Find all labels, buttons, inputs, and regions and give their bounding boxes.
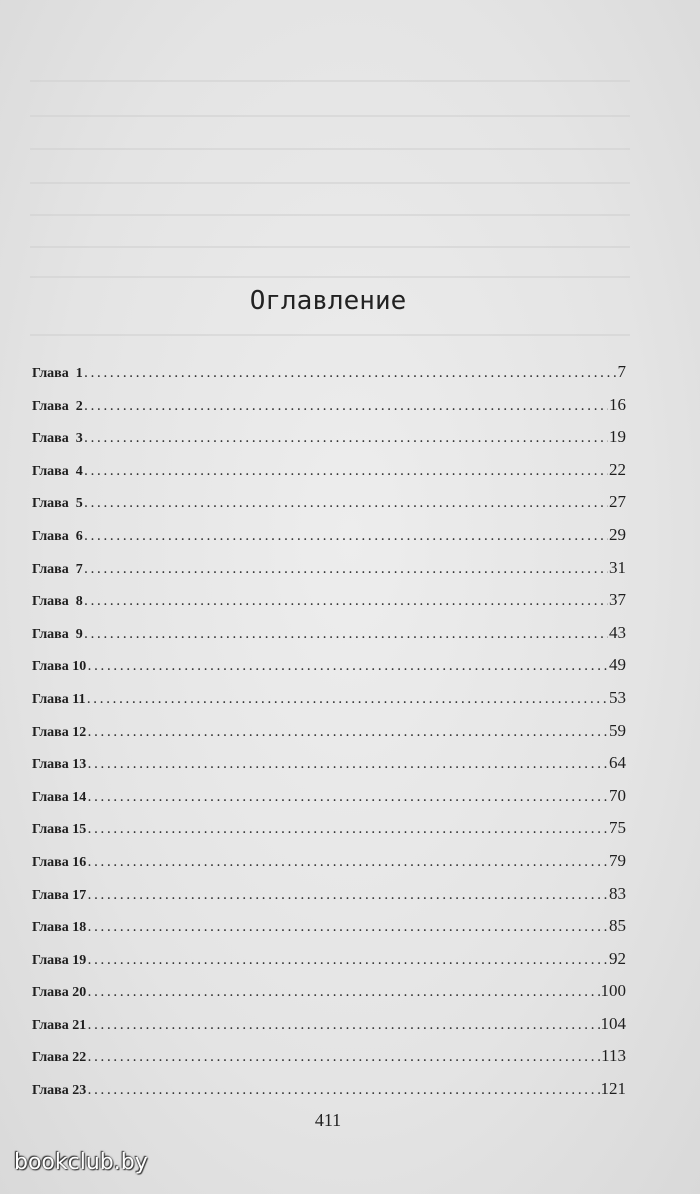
toc-entry <box>32 910 626 943</box>
toc-page-number: 19 <box>609 427 626 447</box>
toc-page-number: 92 <box>609 948 626 968</box>
toc-page-number: 37 <box>609 590 626 610</box>
table-of-contents <box>32 356 626 1106</box>
toc-chapter-label: Глава 7 <box>32 561 83 577</box>
toc-page-number: 100 <box>600 981 626 1001</box>
show-through-line <box>30 214 630 216</box>
toc-chapter-label: Глава 8 <box>32 594 83 610</box>
toc-entry <box>32 975 626 1008</box>
toc-chapter-label: Глава 1 <box>32 366 83 381</box>
toc-entry <box>32 878 626 911</box>
toc-page-number: 31 <box>609 557 626 577</box>
toc-page-number: 79 <box>609 850 626 870</box>
toc-leader-dots <box>84 422 608 455</box>
toc-entry <box>32 421 626 454</box>
toc-leader-dots <box>84 455 608 488</box>
toc-entry <box>32 649 626 682</box>
toc-leader-dots <box>87 781 608 814</box>
toc-entry <box>32 584 626 617</box>
toc-leader-dots <box>86 683 608 716</box>
toc-entry <box>32 617 626 650</box>
toc-leader-dots <box>84 553 608 586</box>
toc-entry <box>32 519 626 552</box>
toc-chapter-label: Глава 13 <box>32 757 87 773</box>
toc-entry <box>32 486 626 519</box>
toc-leader-dots <box>87 976 599 1009</box>
toc-entry <box>32 812 626 845</box>
toc-page-number: 64 <box>609 753 626 773</box>
toc-page-number: 29 <box>609 524 626 544</box>
show-through-line <box>30 115 630 117</box>
toc-entry <box>32 454 626 487</box>
toc-chapter-label: Глава 23 <box>32 1083 87 1099</box>
toc-chapter-label: Глава 22 <box>32 1050 87 1066</box>
toc-page-number: 104 <box>600 1013 626 1033</box>
toc-chapter-label: Глава 10 <box>32 659 87 675</box>
toc-leader-dots <box>87 1074 599 1107</box>
toc-page-number: 113 <box>601 1046 626 1066</box>
toc-chapter-label: Глава 3 <box>32 431 83 447</box>
toc-chapter-label: Глава 12 <box>32 724 87 740</box>
toc-page-number: 16 <box>609 394 626 414</box>
toc-leader-dots <box>84 618 608 651</box>
toc-leader-dots <box>87 911 608 944</box>
toc-page-number: 85 <box>609 916 626 936</box>
toc-entry <box>32 389 626 422</box>
toc-leader-dots <box>87 813 608 846</box>
toc-chapter-label: Глава 5 <box>32 496 83 512</box>
toc-leader-dots <box>87 1009 599 1042</box>
show-through-line <box>30 246 630 248</box>
toc-leader-dots <box>87 716 608 749</box>
show-through-line <box>30 276 630 278</box>
toc-chapter-label: Глава 16 <box>32 854 87 870</box>
toc-chapter-label: Глава 4 <box>32 463 83 479</box>
toc-chapter-label: Глава 14 <box>32 789 87 805</box>
toc-entry <box>32 1040 626 1073</box>
toc-chapter-label: Глава 11 <box>32 691 86 707</box>
toc-chapter-label: Глава 18 <box>32 920 87 936</box>
toc-page-number: 121 <box>600 1079 626 1099</box>
toc-leader-dots <box>87 944 608 977</box>
toc-leader-dots <box>84 520 608 553</box>
toc-page-number: 22 <box>609 459 626 479</box>
show-through-line <box>30 148 630 150</box>
toc-page-number: 53 <box>609 687 626 707</box>
toc-leader-dots <box>84 357 617 390</box>
toc-entry <box>32 356 626 389</box>
toc-chapter-label: Глава 9 <box>32 626 83 642</box>
page-number: 411 <box>314 1110 342 1130</box>
show-through-line <box>30 80 630 82</box>
toc-chapter-label: Глава 20 <box>32 985 87 1001</box>
toc-leader-dots <box>87 846 608 879</box>
toc-page-number: 43 <box>609 622 626 642</box>
toc-chapter-label: Глава 6 <box>32 528 83 544</box>
toc-chapter-label: Глава 19 <box>32 952 87 968</box>
toc-chapter-label: Глава 17 <box>32 887 87 903</box>
toc-entry <box>32 747 626 780</box>
toc-leader-dots <box>84 487 608 520</box>
watermark: bookclub.by <box>14 1150 148 1175</box>
toc-page-number: 83 <box>609 883 626 903</box>
toc-entry <box>32 1008 626 1041</box>
show-through-line <box>30 182 630 184</box>
page-title: Оглавление <box>249 286 407 316</box>
toc-page-number: 75 <box>609 818 626 838</box>
toc-entry <box>32 1073 626 1106</box>
toc-chapter-label: Глава 15 <box>32 822 87 838</box>
toc-leader-dots <box>87 1041 600 1074</box>
toc-chapter-label: Глава 21 <box>32 1017 87 1033</box>
toc-leader-dots <box>87 879 608 912</box>
toc-entry <box>32 943 626 976</box>
toc-entry <box>32 845 626 878</box>
show-through-line <box>30 334 630 336</box>
toc-leader-dots <box>84 585 608 618</box>
toc-page-number: 59 <box>609 720 626 740</box>
toc-leader-dots <box>87 650 608 683</box>
toc-leader-dots <box>84 390 608 423</box>
toc-page-number: 70 <box>609 785 626 805</box>
toc-leader-dots <box>87 748 608 781</box>
toc-chapter-label: Глава 2 <box>32 398 83 414</box>
toc-entry <box>32 780 626 813</box>
toc-page-number: 49 <box>609 655 626 675</box>
toc-entry <box>32 715 626 748</box>
toc-page-number: 7 <box>617 362 626 381</box>
toc-entry <box>32 552 626 585</box>
toc-entry <box>32 682 626 715</box>
toc-page-number: 27 <box>609 492 626 512</box>
